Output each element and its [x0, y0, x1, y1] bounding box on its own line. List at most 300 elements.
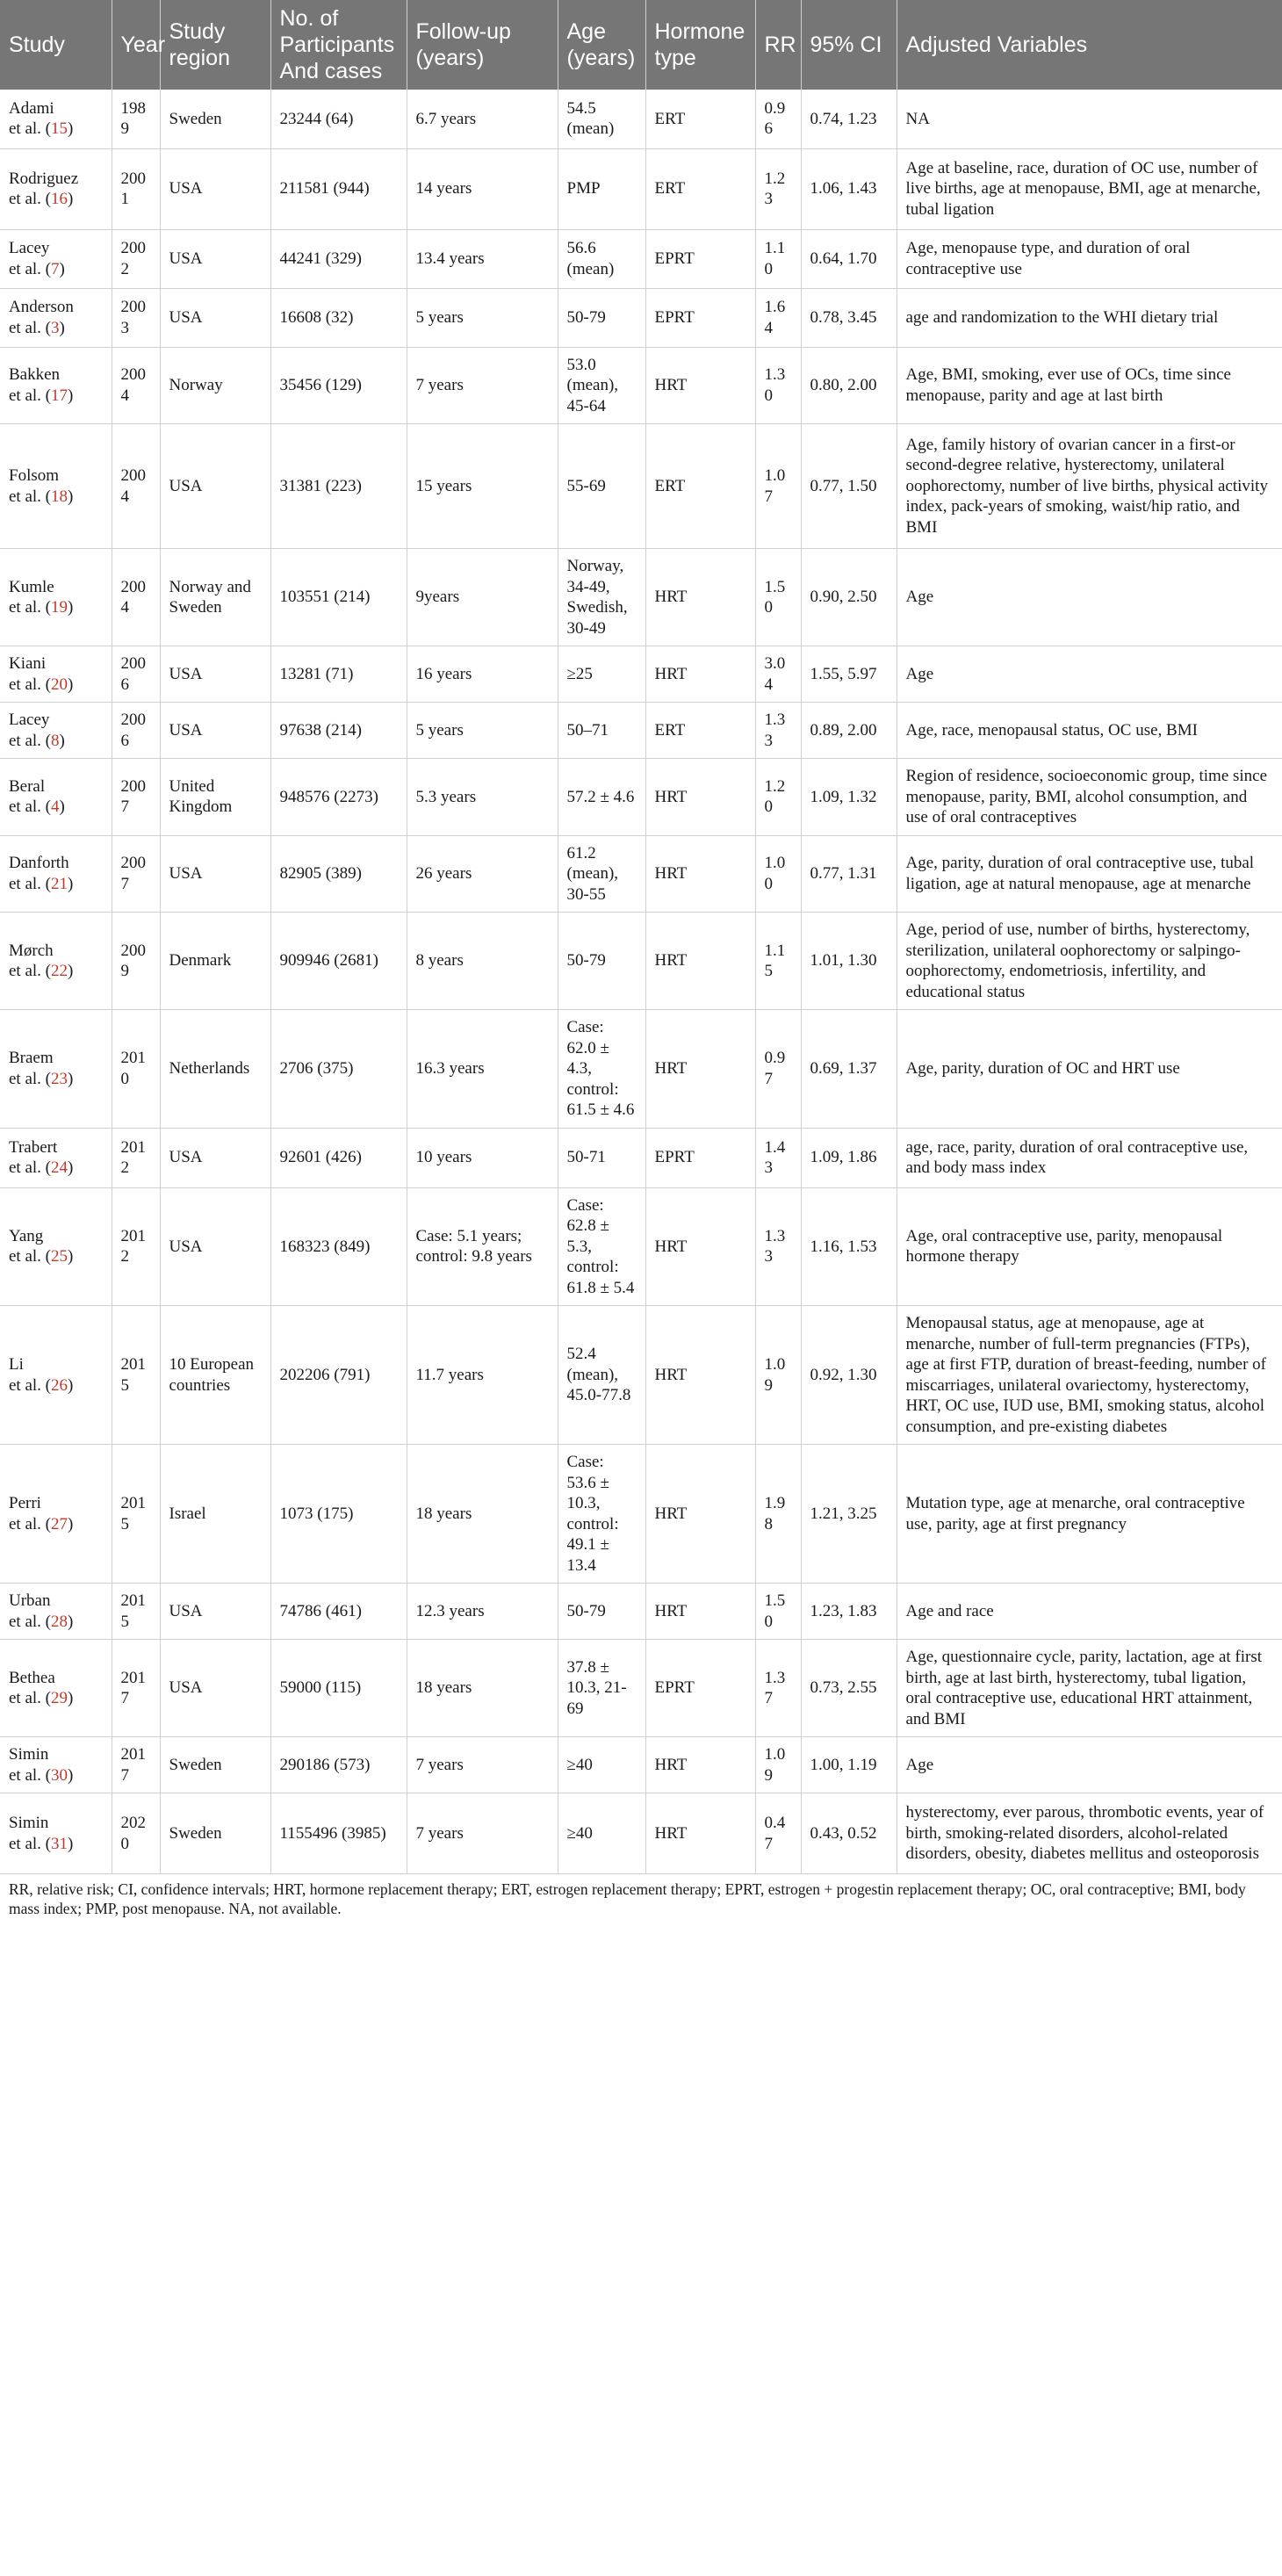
study-cell [0, 549, 112, 646]
hormone-type-cell: ERT [645, 90, 755, 148]
study-etal: et al. ( [9, 190, 52, 208]
relative-risk-cell: 1.09 [755, 1737, 801, 1793]
study-close-paren: ) [68, 386, 74, 405]
reference-link[interactable]: 25 [51, 1247, 68, 1266]
study-close-paren: ) [68, 1514, 74, 1533]
study-year-cell: 2001 [112, 148, 160, 229]
hormone-type-cell: ERT [645, 424, 755, 549]
hormone-type-cell: ERT [645, 148, 755, 229]
participants-cases-cell: 35456 (129) [270, 347, 407, 424]
participants-cases-cell: 74786 (461) [270, 1584, 407, 1640]
study-cell [0, 1187, 112, 1306]
confidence-interval-cell: 0.77, 1.31 [801, 835, 897, 913]
age-years-cell: 50–71 [558, 703, 645, 759]
confidence-interval-cell: 0.73, 2.55 [801, 1640, 897, 1737]
study-close-paren: ) [68, 598, 74, 617]
study-year-cell: 2009 [112, 913, 160, 1010]
study-region-cell: USA [160, 148, 270, 229]
participants-cases-cell: 59000 (115) [270, 1640, 407, 1737]
study-author: Lacey [9, 711, 50, 729]
age-years-cell: ≥40 [558, 1737, 645, 1793]
study-author: Kumle [9, 577, 54, 596]
follow-up-cell: 12.3 years [407, 1584, 558, 1640]
confidence-interval-cell: 0.92, 1.30 [801, 1306, 897, 1445]
study-close-paren: ) [68, 1375, 74, 1395]
hormone-type-cell: HRT [645, 1010, 755, 1129]
study-cell [0, 1640, 112, 1737]
reference-link[interactable]: 4 [51, 797, 60, 817]
confidence-interval-cell: 1.16, 1.53 [801, 1187, 897, 1306]
reference-link[interactable]: 15 [51, 119, 68, 139]
study-year-cell: 2012 [112, 1128, 160, 1187]
follow-up-cell: 7 years [407, 1793, 558, 1874]
study-region-cell: USA [160, 703, 270, 759]
table-row [0, 424, 1282, 549]
study-cell [0, 1445, 112, 1584]
study-year-cell: 2004 [112, 549, 160, 646]
adjusted-variables-cell: Age [897, 1737, 1282, 1793]
reference-link[interactable]: 30 [51, 1765, 68, 1785]
study-region-cell: USA [160, 1584, 270, 1640]
study-year-cell: 1989 [112, 90, 160, 148]
relative-risk-cell: 1.09 [755, 1306, 801, 1445]
study-cell [0, 347, 112, 424]
study-year-cell: 2015 [112, 1445, 160, 1584]
study-author: Simin [9, 1814, 49, 1832]
relative-risk-cell: 1.30 [755, 347, 801, 424]
age-years-cell: 61.2 (mean), 30-55 [558, 835, 645, 913]
reference-link[interactable]: 16 [51, 190, 68, 208]
header-follow-up: Follow-up (years) [407, 0, 558, 90]
study-cell [0, 1128, 112, 1187]
study-etal: et al. ( [9, 318, 52, 337]
adjusted-variables-cell: Age, race, menopausal status, OC use, BMI [897, 703, 1282, 759]
study-author: Simin [9, 1745, 49, 1764]
study-cell [0, 759, 112, 836]
table-row [0, 646, 1282, 703]
age-years-cell: 50-79 [558, 913, 645, 1010]
study-cell [0, 703, 112, 759]
hormone-type-cell: HRT [645, 1737, 755, 1793]
relative-risk-cell: 1.98 [755, 1445, 801, 1584]
confidence-interval-cell: 0.80, 2.00 [801, 347, 897, 424]
table-row [0, 549, 1282, 646]
follow-up-cell: 26 years [407, 835, 558, 913]
participants-cases-cell: 31381 (223) [270, 424, 407, 549]
table-body [0, 90, 1282, 1874]
age-years-cell: 56.6 (mean) [558, 229, 645, 288]
confidence-interval-cell: 0.74, 1.23 [801, 90, 897, 148]
study-author: Mørch [9, 941, 54, 960]
follow-up-cell: 7 years [407, 1737, 558, 1793]
study-region-cell: USA [160, 1187, 270, 1306]
header-ci: 95% CI [801, 0, 897, 90]
age-years-cell: 55-69 [558, 424, 645, 549]
study-close-paren: ) [68, 1689, 74, 1707]
adjusted-variables-cell: Age [897, 549, 1282, 646]
header-year: Year [112, 0, 160, 90]
header-study-region: Study region [160, 0, 270, 90]
confidence-interval-cell: 1.09, 1.32 [801, 759, 897, 836]
adjusted-variables-cell: Age, questionnaire cycle, parity, lactation, age at first birth, age at last birth, hysterectomy, tubal ligation, oral contraceptive use, educational HRT attainment, and BMI [897, 1640, 1282, 1737]
header-study: Study [0, 0, 112, 90]
study-year-cell: 2006 [112, 703, 160, 759]
follow-up-cell: 5.3 years [407, 759, 558, 836]
reference-link[interactable]: 18 [51, 487, 68, 506]
follow-up-cell: 16.3 years [407, 1010, 558, 1129]
reference-link[interactable]: 3 [51, 318, 60, 337]
study-year-cell: 2020 [112, 1793, 160, 1874]
age-years-cell: 57.2 ± 4.6 [558, 759, 645, 836]
relative-risk-cell: 0.96 [755, 90, 801, 148]
study-etal: et al. ( [9, 731, 52, 750]
reference-link[interactable]: 29 [51, 1689, 68, 1707]
study-year-cell: 2015 [112, 1306, 160, 1445]
adjusted-variables-cell: NA [897, 90, 1282, 148]
hormone-type-cell: HRT [645, 1306, 755, 1445]
participants-cases-cell: 290186 (573) [270, 1737, 407, 1793]
participants-cases-cell: 2706 (375) [270, 1010, 407, 1129]
relative-risk-cell: 1.64 [755, 288, 801, 347]
participants-cases-cell: 97638 (214) [270, 703, 407, 759]
follow-up-cell: 18 years [407, 1640, 558, 1737]
confidence-interval-cell: 1.23, 1.83 [801, 1584, 897, 1640]
study-etal: et al. ( [9, 487, 52, 506]
header-adjusted-variables: Adjusted Variables [897, 0, 1282, 90]
study-region-cell: Netherlands [160, 1010, 270, 1129]
header-participants: No. of Participants And cases [270, 0, 407, 90]
relative-risk-cell: 3.04 [755, 646, 801, 703]
hormone-type-cell: HRT [645, 1445, 755, 1584]
study-author: Urban [9, 1591, 51, 1610]
study-region-cell: Denmark [160, 913, 270, 1010]
study-author: Kiani [9, 654, 47, 673]
study-cell [0, 646, 112, 703]
relative-risk-cell: 1.33 [755, 1187, 801, 1306]
participants-cases-cell: 909946 (2681) [270, 913, 407, 1010]
age-years-cell: 53.0 (mean), 45-64 [558, 347, 645, 424]
study-region-cell: USA [160, 229, 270, 288]
study-year-cell: 2003 [112, 288, 160, 347]
study-year-cell: 2015 [112, 1584, 160, 1640]
study-etal: et al. ( [9, 1765, 52, 1785]
study-etal: et al. ( [9, 1612, 52, 1631]
study-cell [0, 229, 112, 288]
relative-risk-cell: 1.15 [755, 913, 801, 1010]
age-years-cell: 37.8 ± 10.3, 21-69 [558, 1640, 645, 1737]
study-author: Rodriguez [9, 169, 79, 188]
age-years-cell: 50-71 [558, 1128, 645, 1187]
study-region-cell: Norway [160, 347, 270, 424]
study-etal: et al. ( [9, 1158, 52, 1177]
study-cell [0, 424, 112, 549]
study-author: Braem [9, 1049, 54, 1068]
study-year-cell: 2010 [112, 1010, 160, 1129]
reference-link[interactable]: 20 [51, 675, 68, 694]
study-cell [0, 835, 112, 913]
study-region-cell: United Kingdom [160, 759, 270, 836]
confidence-interval-cell: 1.01, 1.30 [801, 913, 897, 1010]
study-region-cell: USA [160, 1128, 270, 1187]
participants-cases-cell: 44241 (329) [270, 229, 407, 288]
relative-risk-cell: 1.07 [755, 424, 801, 549]
study-region-cell: Sweden [160, 1737, 270, 1793]
study-close-paren: ) [68, 1158, 74, 1177]
confidence-interval-cell: 0.90, 2.50 [801, 549, 897, 646]
follow-up-cell: 15 years [407, 424, 558, 549]
adjusted-variables-cell: hysterectomy, ever parous, thrombotic events, year of birth, smoking-related disorders, alcohol-related disorders, obesity, diabetes mellitus and osteoporosis [897, 1793, 1282, 1874]
study-close-paren: ) [59, 731, 65, 750]
study-close-paren: ) [68, 675, 74, 694]
participants-cases-cell: 948576 (2273) [270, 759, 407, 836]
study-year-cell: 2012 [112, 1187, 160, 1306]
study-close-paren: ) [59, 797, 65, 817]
follow-up-cell: 14 years [407, 148, 558, 229]
adjusted-variables-cell: Age, period of use, number of births, hysterectomy, sterilization, unilateral oophorectomy or salpingo-oophorectomy, endometriosis, infertility, and educational status [897, 913, 1282, 1010]
study-etal: et al. ( [9, 1247, 52, 1266]
study-author: Anderson [9, 298, 74, 316]
hormone-type-cell: HRT [645, 913, 755, 1010]
study-etal: et al. ( [9, 874, 52, 893]
follow-up-cell: 13.4 years [407, 229, 558, 288]
study-year-cell: 2004 [112, 424, 160, 549]
table-row [0, 1640, 1282, 1737]
reference-link[interactable]: 28 [51, 1612, 68, 1631]
table-header [0, 0, 1282, 90]
study-cell [0, 1737, 112, 1793]
confidence-interval-cell: 0.43, 0.52 [801, 1793, 897, 1874]
adjusted-variables-cell: Age, family history of ovarian cancer in a first-or second-degree relative, hysterectomy, unilateral oophorectomy, number of live births, physical activity index, pack-years of smoking, waist/hip ratio, and BMI [897, 424, 1282, 549]
study-close-paren: ) [68, 1765, 74, 1785]
follow-up-cell: 18 years [407, 1445, 558, 1584]
relative-risk-cell: 0.97 [755, 1010, 801, 1129]
reference-link[interactable]: 21 [51, 874, 68, 893]
age-years-cell: 52.4 (mean), 45.0-77.8 [558, 1306, 645, 1445]
study-cell [0, 148, 112, 229]
confidence-interval-cell: 0.77, 1.50 [801, 424, 897, 549]
table-row [0, 835, 1282, 913]
table-row [0, 288, 1282, 347]
study-cell [0, 913, 112, 1010]
hormone-type-cell: HRT [645, 759, 755, 836]
age-years-cell: ≥25 [558, 646, 645, 703]
follow-up-cell: 9years [407, 549, 558, 646]
study-author: Lacey [9, 239, 50, 257]
adjusted-variables-cell: Age [897, 646, 1282, 703]
relative-risk-cell: 0.47 [755, 1793, 801, 1874]
study-author: Yang [9, 1226, 44, 1245]
adjusted-variables-cell: Menopausal status, age at menopause, age at menarche, number of full-term pregnancies (FTPs), age at first FTP, duration of breast-feeding, number of miscarriages, unilateral ovariectomy, hysterectomy, HRT, OC use, IUD use, BMI, smoking status, alcohol consumption, and pre-existing diabetes [897, 1306, 1282, 1445]
reference-link[interactable]: 19 [51, 598, 68, 617]
study-year-cell: 2006 [112, 646, 160, 703]
age-years-cell: Case: 62.8 ± 5.3, control: 61.8 ± 5.4 [558, 1187, 645, 1306]
reference-link[interactable]: 27 [51, 1514, 68, 1533]
study-close-paren: ) [68, 1247, 74, 1266]
adjusted-variables-cell: Age and race [897, 1584, 1282, 1640]
study-close-paren: ) [59, 318, 65, 337]
study-close-paren: ) [68, 119, 74, 139]
study-author: Folsom [9, 466, 60, 485]
confidence-interval-cell: 1.06, 1.43 [801, 148, 897, 229]
reference-link[interactable]: 17 [51, 386, 68, 405]
table-row [0, 347, 1282, 424]
table-row [0, 148, 1282, 229]
study-close-paren: ) [68, 1069, 74, 1088]
table-row [0, 1793, 1282, 1874]
study-cell [0, 1584, 112, 1640]
participants-cases-cell: 103551 (214) [270, 549, 407, 646]
age-years-cell: ≥40 [558, 1793, 645, 1874]
study-etal: et al. ( [9, 259, 52, 278]
adjusted-variables-cell: Age, oral contraceptive use, parity, menopausal hormone therapy [897, 1187, 1282, 1306]
adjusted-variables-cell: Age, BMI, smoking, ever use of OCs, time since menopause, parity and age at last birth [897, 347, 1282, 424]
study-year-cell: 2007 [112, 835, 160, 913]
study-author: Li [9, 1355, 24, 1374]
study-region-cell: 10 European countries [160, 1306, 270, 1445]
reference-link[interactable]: 8 [51, 731, 60, 750]
age-years-cell: PMP [558, 148, 645, 229]
table-row [0, 913, 1282, 1010]
study-year-cell: 2017 [112, 1737, 160, 1793]
table-row [0, 1445, 1282, 1584]
table-row [0, 1128, 1282, 1187]
follow-up-cell: Case: 5.1 years; control: 9.8 years [407, 1187, 558, 1306]
study-author: Bethea [9, 1668, 55, 1687]
table-row [0, 703, 1282, 759]
relative-risk-cell: 1.10 [755, 229, 801, 288]
study-region-cell: USA [160, 288, 270, 347]
participants-cases-cell: 13281 (71) [270, 646, 407, 703]
study-author: Danforth [9, 854, 69, 873]
reference-link[interactable]: 23 [51, 1069, 68, 1088]
study-year-cell: 2004 [112, 347, 160, 424]
follow-up-cell: 6.7 years [407, 90, 558, 148]
study-region-cell: USA [160, 1640, 270, 1737]
study-close-paren: ) [68, 1612, 74, 1631]
follow-up-cell: 11.7 years [407, 1306, 558, 1445]
reference-link[interactable]: 24 [51, 1158, 68, 1177]
hormone-type-cell: HRT [645, 1793, 755, 1874]
study-close-paren: ) [68, 1834, 74, 1853]
study-close-paren: ) [68, 874, 74, 893]
relative-risk-cell: 1.43 [755, 1128, 801, 1187]
study-etal: et al. ( [9, 962, 52, 980]
participants-cases-cell: 211581 (944) [270, 148, 407, 229]
study-etal: et al. ( [9, 1689, 52, 1707]
study-region-cell: USA [160, 646, 270, 703]
adjusted-variables-cell: Age, menopause type, and duration of oral contraceptive use [897, 229, 1282, 288]
relative-risk-cell: 1.00 [755, 835, 801, 913]
study-author: Bakken [9, 365, 61, 385]
study-etal: et al. ( [9, 1514, 52, 1533]
confidence-interval-cell: 0.69, 1.37 [801, 1010, 897, 1129]
study-cell [0, 1793, 112, 1874]
study-year-cell: 2007 [112, 759, 160, 836]
hormone-type-cell: HRT [645, 646, 755, 703]
relative-risk-cell: 1.50 [755, 549, 801, 646]
study-etal: et al. ( [9, 1834, 52, 1853]
study-region-cell: USA [160, 424, 270, 549]
study-close-paren: ) [68, 487, 74, 506]
adjusted-variables-cell: Region of residence, socioeconomic group, time since menopause, parity, BMI, alcohol consumption, and use of oral contraceptives [897, 759, 1282, 836]
table-row [0, 1584, 1282, 1640]
reference-link[interactable]: 31 [51, 1834, 68, 1853]
header-hormone-type: Hormone type [645, 0, 755, 90]
table-row [0, 229, 1282, 288]
relative-risk-cell: 1.37 [755, 1640, 801, 1737]
study-region-cell: Norway and Sweden [160, 549, 270, 646]
confidence-interval-cell: 1.55, 5.97 [801, 646, 897, 703]
study-etal: et al. ( [9, 1375, 52, 1395]
study-cell [0, 288, 112, 347]
age-years-cell: Case: 62.0 ± 4.3, control: 61.5 ± 4.6 [558, 1010, 645, 1129]
age-years-cell: 50-79 [558, 1584, 645, 1640]
table-row [0, 1737, 1282, 1793]
confidence-interval-cell: 0.78, 3.45 [801, 288, 897, 347]
study-year-cell: 2017 [112, 1640, 160, 1737]
confidence-interval-cell: 0.64, 1.70 [801, 229, 897, 288]
table-footnote: RR, relative risk; CI, confidence intervals; HRT, hormone replacement therapy; ERT, estrogen replacement therapy; EPRT, estrogen + progestin replacement therapy; OC, oral contraceptive; BMI, body mass index; PMP, post menopause. NA, not available. [9, 1880, 1246, 1917]
participants-cases-cell: 92601 (426) [270, 1128, 407, 1187]
study-close-paren: ) [68, 190, 74, 208]
study-author: Perri [9, 1494, 41, 1512]
hormone-type-cell: HRT [645, 1584, 755, 1640]
header-row [0, 0, 1282, 90]
study-year-cell: 2002 [112, 229, 160, 288]
participants-cases-cell: 23244 (64) [270, 90, 407, 148]
study-author: Beral [9, 776, 46, 796]
adjusted-variables-cell: Mutation type, age at menarche, oral contraceptive use, parity, age at first pregnancy [897, 1445, 1282, 1584]
hormone-type-cell: EPRT [645, 1128, 755, 1187]
study-cell [0, 1010, 112, 1129]
follow-up-cell: 16 years [407, 646, 558, 703]
hormone-type-cell: EPRT [645, 288, 755, 347]
study-etal: et al. ( [9, 1069, 52, 1088]
hormone-type-cell: HRT [645, 549, 755, 646]
header-rr: RR [755, 0, 801, 90]
header-age: Age (years) [558, 0, 645, 90]
hormone-type-cell: HRT [645, 835, 755, 913]
follow-up-cell: 8 years [407, 913, 558, 1010]
relative-risk-cell: 1.33 [755, 703, 801, 759]
adjusted-variables-cell: Age, parity, duration of OC and HRT use [897, 1010, 1282, 1129]
study-cell [0, 90, 112, 148]
reference-link[interactable]: 7 [51, 259, 60, 278]
relative-risk-cell: 1.50 [755, 1584, 801, 1640]
study-etal: et al. ( [9, 675, 52, 694]
confidence-interval-cell: 1.00, 1.19 [801, 1737, 897, 1793]
participants-cases-cell: 16608 (32) [270, 288, 407, 347]
follow-up-cell: 10 years [407, 1128, 558, 1187]
study-region-cell: Israel [160, 1445, 270, 1584]
follow-up-cell: 7 years [407, 347, 558, 424]
confidence-interval-cell: 1.21, 3.25 [801, 1445, 897, 1584]
participants-cases-cell: 82905 (389) [270, 835, 407, 913]
study-etal: et al. ( [9, 797, 52, 817]
participants-cases-cell: 1155496 (3985) [270, 1793, 407, 1874]
reference-link[interactable]: 22 [51, 962, 68, 980]
participants-cases-cell: 1073 (175) [270, 1445, 407, 1584]
study-region-cell: Sweden [160, 90, 270, 148]
reference-link[interactable]: 26 [51, 1375, 68, 1395]
follow-up-cell: 5 years [407, 703, 558, 759]
table-row [0, 1187, 1282, 1306]
adjusted-variables-cell: Age at baseline, race, duration of OC use, number of live births, age at menopause, BMI, age at menarche, tubal ligation [897, 148, 1282, 229]
age-years-cell: Case: 53.6 ± 10.3, control: 49.1 ± 13.4 [558, 1445, 645, 1584]
study-author: Trabert [9, 1137, 58, 1157]
study-region-cell: Sweden [160, 1793, 270, 1874]
study-close-paren: ) [68, 962, 74, 980]
